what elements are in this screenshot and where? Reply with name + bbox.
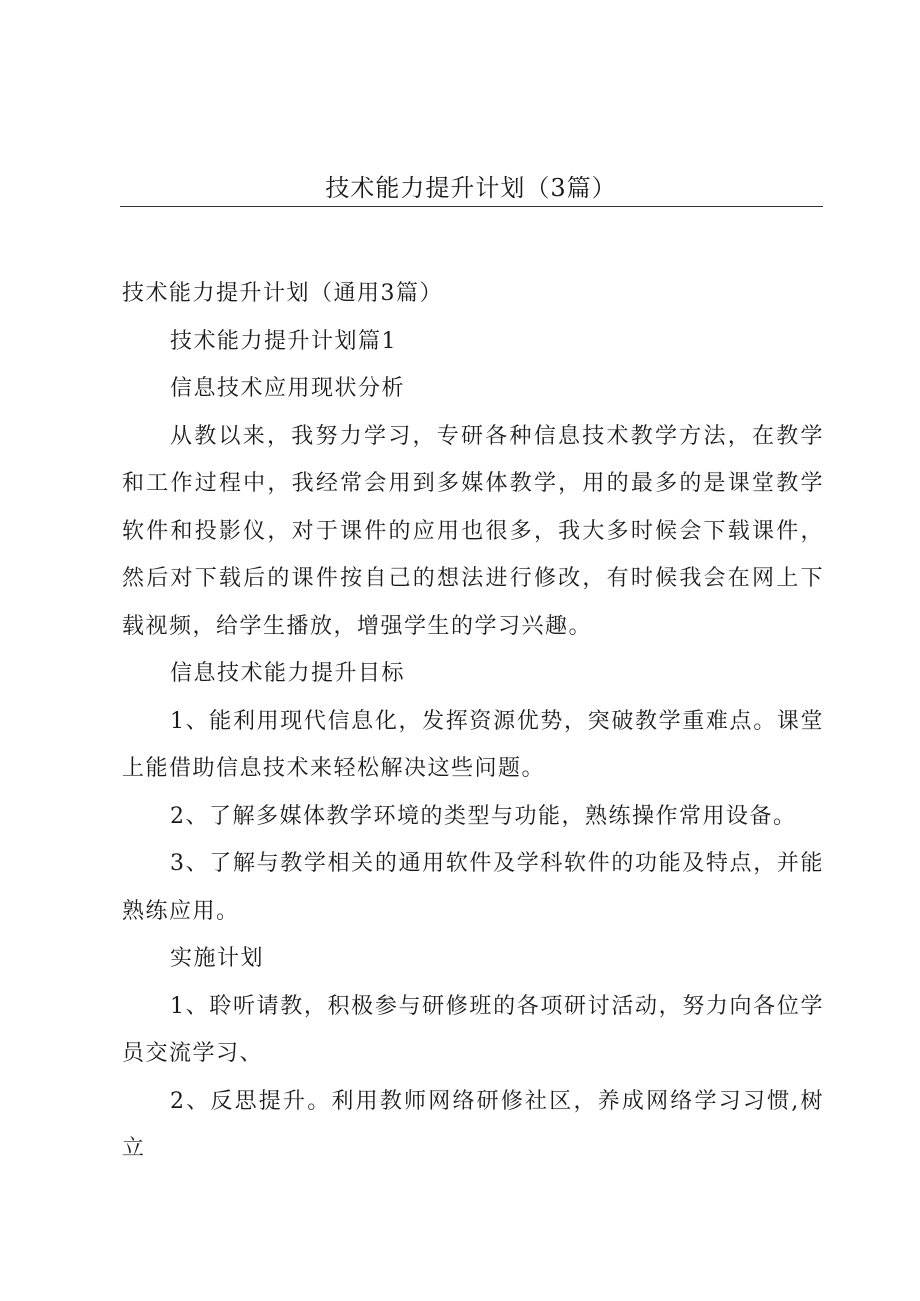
- page-title: 技术能力提升计划（3篇）: [325, 174, 617, 202]
- title-underline: [120, 206, 823, 207]
- goal-item-1: 1、能利用现代信息化，发挥资源优势，突破教学重难点。课堂上能借助信息技术来轻松解决这些问题。: [122, 708, 824, 781]
- heading-improvement-goals: 信息技术能力提升目标: [170, 661, 406, 686]
- goal-item-2: 2、了解多媒体教学环境的类型与功能，熟练操作常用设备。: [170, 803, 797, 829]
- plan-item-2: 2、反思提升。利用教师网络研修社区，养成网络学习习惯,树立: [122, 1088, 824, 1161]
- heading-implementation-plan: 实施计划: [170, 946, 265, 971]
- plan-item-1: 1、聆听请教，积极参与研修班的各项研讨活动，努力向各位学员交流学习、: [122, 993, 824, 1066]
- section-title: 技术能力提升计划篇1: [170, 328, 397, 354]
- paragraph-status-analysis: 从教以来，我努力学习，专研各种信息技术教学方法，在教学和工作过程中，我经常会用到多媒体教学，用的最多的是课堂教学软件和投影仪，对于课件的应用也很多，我大多时候会下载课件，然后对下载后的课件按自己的想法进行修改，有时候我会在网上下载视频，给学生播放，增强学生的学习兴趣。: [122, 423, 824, 639]
- heading-status-analysis: 信息技术应用现状分析: [170, 376, 406, 401]
- document-subtitle: 技术能力提升计划（通用3篇）: [122, 281, 443, 306]
- document-body: [122, 270, 824, 1173]
- goal-item-3: 3、了解与教学相关的通用软件及学科软件的功能及特点，并能熟练应用。: [122, 851, 824, 924]
